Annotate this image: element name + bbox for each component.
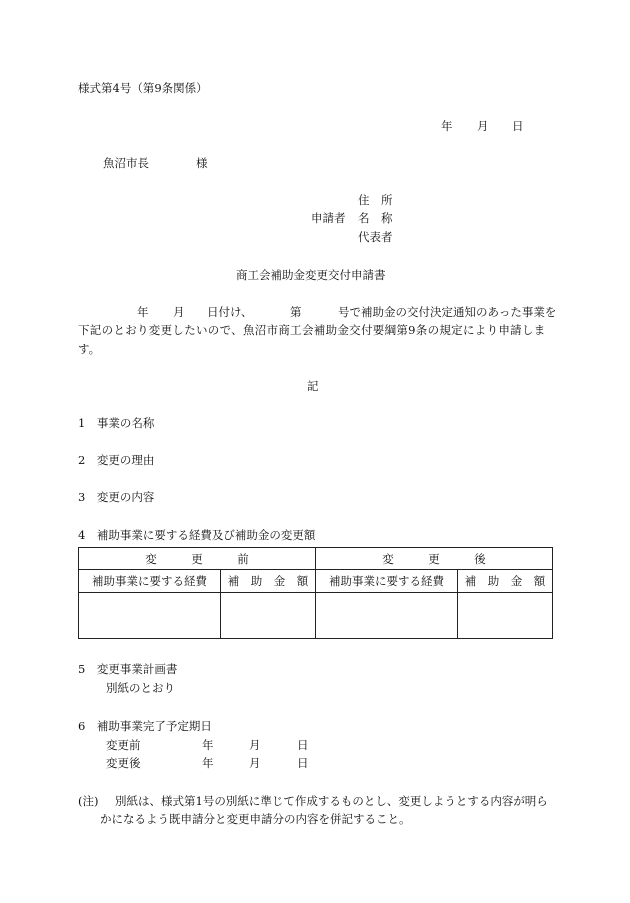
cell-after-expense[interactable] — [316, 593, 458, 639]
item-6-before-day: 日 — [297, 738, 309, 752]
item-5: 5 変更事業計画書 — [78, 662, 178, 676]
header-after: 変 更 後 — [316, 548, 553, 570]
applicant-address-label: 住 所 — [358, 193, 393, 207]
change-amount-table — [78, 547, 553, 639]
note-label: (注) — [78, 794, 99, 808]
body-line3: す。 — [78, 342, 101, 356]
ki-marker: 記 — [307, 379, 319, 393]
header-after-expense: 補助事業に要する経費 — [316, 570, 458, 593]
item-6-before-label: 変更前 — [106, 738, 141, 752]
body-line1-rest: 号で補助金の交付決定通知のあった事業を — [338, 305, 557, 319]
body-line2: 下記のとおり変更したいので、魚沼市商工会補助金交付要綱第9条の規定により申請しま — [78, 323, 546, 337]
body-month: 月 — [173, 305, 185, 319]
item-6-before-year: 年 — [202, 738, 214, 752]
item-2: 2 変更の理由 — [78, 453, 155, 467]
item-4: 4 補助事業に要する経費及び補助金の変更額 — [78, 528, 316, 542]
item-1: 1 事業の名称 — [78, 416, 155, 430]
addressee-honorific: 様 — [196, 156, 208, 170]
applicant-label: 申請者 — [311, 211, 346, 225]
body-dai: 第 — [290, 305, 302, 319]
applicant-representative-label: 代表者 — [358, 230, 393, 244]
item-6-after-year: 年 — [202, 756, 214, 770]
body-day: 日付け、 — [207, 305, 253, 319]
applicant-name-label: 名 称 — [358, 211, 393, 225]
item-6-after-month: 月 — [249, 756, 261, 770]
item-3: 3 変更の内容 — [78, 490, 155, 504]
header-before-amount: 補 助 金 額 — [221, 570, 316, 593]
note-line-1: 別紙は、様式第1号の別紙に準じて作成するものとし、変更しようとする内容が明ら — [115, 794, 548, 808]
body-year: 年 — [137, 305, 149, 319]
item-6: 6 補助事業完了予定期日 — [78, 719, 212, 733]
addressee-name: 魚沼市長 — [103, 156, 149, 170]
header-before-expense: 補助事業に要する経費 — [79, 570, 221, 593]
document-title: 商工会補助金変更交付申請書 — [236, 268, 386, 282]
item-5-detail: 別紙のとおり — [106, 681, 175, 695]
cell-before-amount[interactable] — [221, 593, 316, 639]
item-6-before-month: 月 — [249, 738, 261, 752]
header-before: 変 更 前 — [79, 548, 316, 570]
form-number: 様式第4号（第9条関係） — [78, 81, 208, 95]
item-6-after-day: 日 — [297, 756, 309, 770]
item-6-after-label: 変更後 — [106, 756, 141, 770]
date-year-label: 年 — [441, 119, 453, 133]
note-line-2: かになるよう既申請分と変更申請分の内容を併記すること。 — [100, 812, 411, 826]
cell-after-amount[interactable] — [458, 593, 553, 639]
date-day-label: 日 — [512, 119, 524, 133]
cell-before-expense[interactable] — [79, 593, 221, 639]
header-after-amount: 補 助 金 額 — [458, 570, 553, 593]
date-month-label: 月 — [477, 119, 489, 133]
